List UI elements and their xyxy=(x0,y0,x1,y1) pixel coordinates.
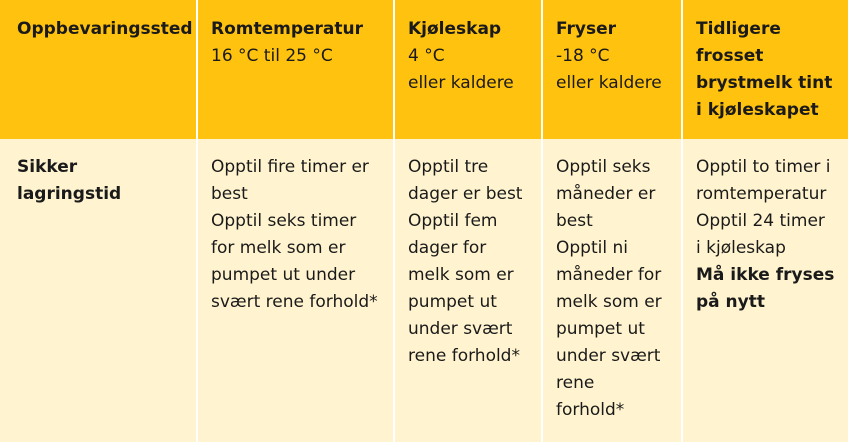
header-freezer-qualifier: eller kaldere xyxy=(556,73,662,93)
thawed-line: romtemperatur xyxy=(696,184,827,204)
fridge-line: melk som er xyxy=(408,265,514,285)
header-room-temperature xyxy=(197,0,394,139)
header-fridge xyxy=(394,0,542,139)
row-label-cell xyxy=(0,139,197,442)
do-not-refreeze-warning: Må ikke fryses xyxy=(696,265,835,285)
room-line: pumpet ut under xyxy=(211,265,356,285)
freezer-line: forhold* xyxy=(556,400,625,420)
header-freezer-temp: -18 °C xyxy=(556,46,610,66)
room-line: svært rene forhold* xyxy=(211,292,378,312)
header-thawed-line: i kjøleskapet xyxy=(696,100,819,120)
header-room-range: 16 °C til 25 °C xyxy=(211,46,333,66)
fridge-line: Opptil tre xyxy=(408,157,489,177)
row-label: Sikker lagringstid xyxy=(17,157,122,204)
freezer-line: rene xyxy=(556,373,595,393)
header-room-title: Romtemperatur xyxy=(211,19,364,39)
header-thawed-line: frosset xyxy=(696,46,764,66)
header-location-title: Oppbevaringssted xyxy=(17,19,193,39)
freezer-line: pumpet ut xyxy=(556,319,645,339)
header-fridge-title: Kjøleskap xyxy=(408,19,502,39)
do-not-refreeze-warning: på nytt xyxy=(696,292,765,312)
header-row xyxy=(0,0,848,139)
room-temperature-cell xyxy=(197,139,394,442)
thawed-line: Opptil to timer i xyxy=(696,157,831,177)
room-line: Opptil seks timer xyxy=(211,211,357,231)
header-freezer-title: Fryser xyxy=(556,19,617,39)
freezer-line: under svært xyxy=(556,346,661,366)
room-line: Opptil fire timer er xyxy=(211,157,369,177)
storage-time-row xyxy=(0,139,848,442)
fridge-line: pumpet ut xyxy=(408,292,497,312)
fridge-line: Opptil fem xyxy=(408,211,498,231)
fridge-line: dager er best xyxy=(408,184,523,204)
room-line: for melk som er xyxy=(211,238,346,258)
freezer-line: best xyxy=(556,211,593,231)
header-thawed-milk xyxy=(682,0,848,139)
room-line: best xyxy=(211,184,248,204)
header-fridge-temp: 4 °C xyxy=(408,46,445,66)
fridge-line: under svært xyxy=(408,319,513,339)
fridge-line: rene forhold* xyxy=(408,346,520,366)
header-thawed-line: Tidligere xyxy=(696,19,781,39)
header-location xyxy=(0,0,197,139)
freezer-line: måneder for xyxy=(556,265,662,285)
thawed-line: Opptil 24 timer xyxy=(696,211,825,231)
header-freezer xyxy=(542,0,682,139)
freezer-line: melk som er xyxy=(556,292,662,312)
header-thawed-line: brystmelk tint xyxy=(696,73,833,93)
fridge-line: dager for xyxy=(408,238,487,258)
thawed-milk-cell xyxy=(682,139,848,442)
freezer-cell xyxy=(542,139,682,442)
freezer-line: Opptil ni xyxy=(556,238,628,258)
freezer-line: Opptil seks xyxy=(556,157,651,177)
fridge-cell xyxy=(394,139,542,442)
thawed-line: i kjøleskap xyxy=(696,238,786,258)
header-fridge-qualifier: eller kaldere xyxy=(408,73,514,93)
freezer-line: måneder er xyxy=(556,184,656,204)
